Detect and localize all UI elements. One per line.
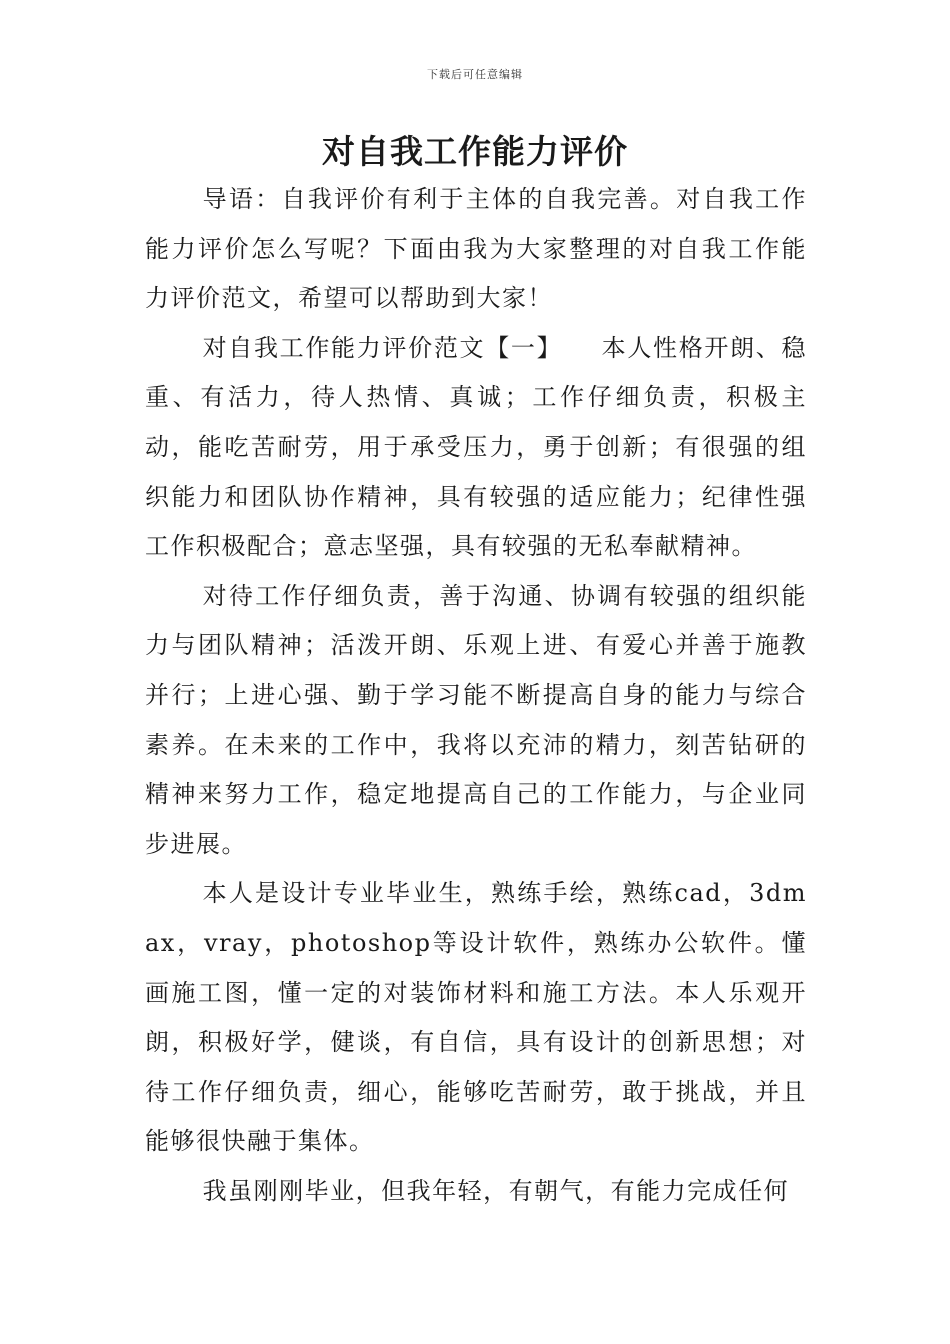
paragraph-intro: 导语：自我评价有利于主体的自我完善。对自我工作能力评价怎么写呢？下面由我为大家整理的对自我工作能力评价范文，希望可以帮助到大家！: [145, 185, 807, 313]
document-title: 对自我工作能力评价: [322, 132, 628, 171]
paragraph-example-one: 对自我工作能力评价范文【一】 本人性格开朗、稳重、有活力，待人热情、真诚；工作仔细负责，积极主动，能吃苦耐劳，用于承受压力，勇于创新；有很强的组织能力和团队协作精神，具有较强的适应能力；纪律性强工作积极配合；意志坚强，具有较强的无私奉献精神。: [145, 333, 807, 561]
header-note: 下载后可任意编辑: [427, 68, 523, 81]
document-body: [145, 175, 807, 1216]
paragraph-work-attitude: 对待工作仔细负责，善于沟通、协调有较强的组织能力与团队精神；活泼开朗、乐观上进、有爱心并善于施教并行；上进心强、勤于学习能不断提高自身的能力与综合素养。在未来的工作中，我将以充沛的精力，刻苦钻研的精神来努力工作，稳定地提高自己的工作能力，与企业同步进展。: [145, 581, 807, 858]
paragraph-graduate: 我虽刚刚毕业，但我年轻，有朝气，有能力完成任何: [202, 1176, 790, 1205]
paragraph-design-skills: 本人是设计专业毕业生，熟练手绘，熟练cad，3dmax，vray，photoshop等设计软件，熟练办公软件。懂画施工图，懂一定的对装饰材料和施工方法。本人乐观开朗，积极好学，健谈，有自信，具有设计的创新思想；对待工作仔细负责，细心，能够吃苦耐劳，敢于挑战，并且能够很快融于集体。: [145, 879, 807, 1156]
